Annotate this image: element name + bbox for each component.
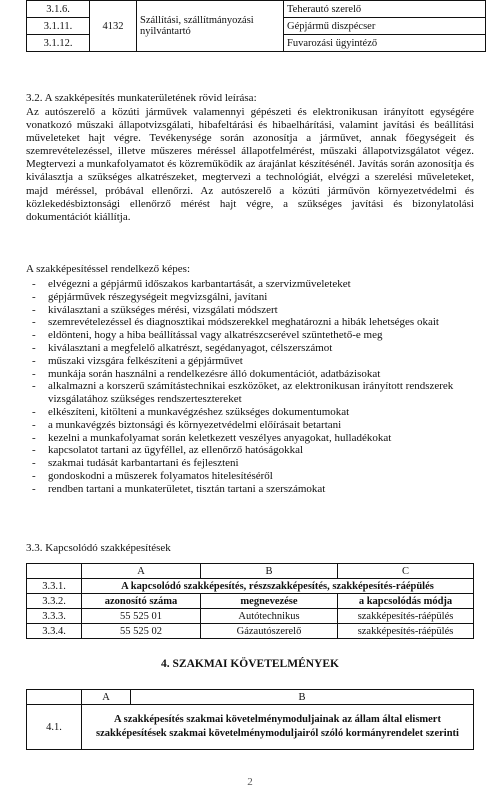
list-item: - a munkavégzés biztonsági és környezetvédelmi előírásait betartani bbox=[26, 419, 478, 432]
list-item: - rendben tartani a munkaterületet, tisztán tartani a szerszámokat bbox=[26, 483, 478, 496]
table-row bbox=[27, 579, 474, 594]
table-row bbox=[27, 564, 474, 579]
list-item: - munkája során használni a rendelkezésre álló dokumentációt, adatbázisokat bbox=[26, 368, 478, 381]
column-letter: B bbox=[201, 564, 338, 579]
qualification-name: Autótechnikus bbox=[201, 609, 338, 624]
column-letter: B bbox=[131, 690, 474, 705]
list-item: - kiválasztani a szükséges mérési, vizsgálati módszert bbox=[26, 304, 478, 317]
corner-cell bbox=[27, 690, 82, 705]
qualification-code: 55 525 02 bbox=[82, 624, 201, 639]
list-item: - eldönteni, hogy a hiba beállítással vagy alkatrészcserével szüntethető-e meg bbox=[26, 329, 478, 342]
related-qualifications-table bbox=[26, 563, 474, 639]
occupation-name: Szállítási, szállítmányozási nyilvántartó bbox=[137, 1, 284, 52]
link-mode: szakképesítés-ráépülés bbox=[338, 624, 474, 639]
capability-list bbox=[26, 278, 478, 496]
job-title: Fuvarozási ügyintéző bbox=[284, 35, 486, 52]
link-mode: szakképesítés-ráépülés bbox=[338, 609, 474, 624]
list-item: - gépjárművek részegységeit megvizsgálni, javítani bbox=[26, 291, 478, 304]
list-item: - műszaki vizsgára felkészíteni a gépjárművet bbox=[26, 355, 478, 368]
row-number: 3.3.1. bbox=[27, 579, 82, 594]
occupation-code: 4132 bbox=[90, 1, 137, 52]
list-item: - alkalmazni a korszerű számítástechnikai eszközöket, az elektronikusan irányított rendszerek vizsgálatához szükséges rendszertesztereket bbox=[26, 380, 478, 406]
table-row bbox=[27, 624, 474, 639]
table-row bbox=[27, 594, 474, 609]
section-4-heading: 4. SZAKMAI KÖVETELMÉNYEK bbox=[161, 658, 339, 670]
column-letter: A bbox=[82, 690, 131, 705]
qualification-name: Gázautószerelő bbox=[201, 624, 338, 639]
list-item: - szakmai tudását karbantartani és fejleszteni bbox=[26, 457, 478, 470]
table-row bbox=[27, 705, 474, 750]
section-3-3-heading: 3.3. Kapcsolódó szakképesítések bbox=[26, 542, 171, 554]
requirements-table bbox=[26, 689, 474, 750]
section-3-2-heading: 3.2. A szakképesítés munkaterületének rövid leírása: bbox=[26, 92, 257, 104]
list-item: - gondoskodni a műszerek folyamatos hitelesítéséről bbox=[26, 470, 478, 483]
header-cell: azonosító száma bbox=[82, 594, 201, 609]
occupation-table bbox=[26, 0, 486, 52]
header-cell: megnevezése bbox=[201, 594, 338, 609]
row-number: 3.3.2. bbox=[27, 594, 82, 609]
corner-cell bbox=[27, 564, 82, 579]
list-item: - kiválasztani a megfelelő alkatrészt, segédanyagot, célszerszámot bbox=[26, 342, 478, 355]
table-row bbox=[27, 690, 474, 705]
row-number: 3.1.6. bbox=[27, 1, 90, 18]
header-cell: a kapcsolódás módja bbox=[338, 594, 474, 609]
list-item: - kapcsolatot tartani az ügyféllel, az ellenőrző hatóságokkal bbox=[26, 444, 478, 457]
list-item: - elvégezni a gépjármű időszakos karbantartását, a szervizműveleteket bbox=[26, 278, 478, 291]
list-item: - szemrevételezéssel és diagnosztikai módszerekkel meghatározni a hibák lehetséges okait bbox=[26, 316, 478, 329]
row-number: 3.1.11. bbox=[27, 18, 90, 35]
row-number: 3.3.4. bbox=[27, 624, 82, 639]
requirement-text: A szakképesítés szakmai követelménymoduljainak az állam által elismert szakképesítések szakmai követelménymoduljairól szóló kormányrendelet szerinti bbox=[82, 705, 474, 750]
page-number: 2 bbox=[247, 776, 253, 788]
table-row bbox=[27, 1, 486, 18]
column-letter: C bbox=[338, 564, 474, 579]
list-item: - elkészíteni, kitölteni a munkavégzéshez szükséges dokumentumokat bbox=[26, 406, 478, 419]
header-cell: A kapcsolódó szakképesítés, részszakképesítés, szakképesítés-ráépülés bbox=[82, 579, 474, 594]
row-number: 3.1.12. bbox=[27, 35, 90, 52]
list-item: - kezelni a munkafolyamat során keletkezett veszélyes anyagokat, hulladékokat bbox=[26, 432, 478, 445]
job-title: Gépjármű diszpécser bbox=[284, 18, 486, 35]
job-title: Teherautó szerelő bbox=[284, 1, 486, 18]
capable-heading: A szakképesítéssel rendelkező képes: bbox=[26, 263, 191, 275]
column-letter: A bbox=[82, 564, 201, 579]
row-number: 4.1. bbox=[27, 705, 82, 750]
qualification-code: 55 525 01 bbox=[82, 609, 201, 624]
row-number: 3.3.3. bbox=[27, 609, 82, 624]
section-3-2-paragraph: Az autószerelő a közúti járművek valamennyi gépészeti és elektronikusan irányított egységére vonatkozó műszaki állapotvizsgálati, hibafeltárási és hibaelhárítási, valamint javítási és beállítási műveleteket hajt végre. Tevékenysége során azonosítja a járművet, annak főegységeit és szemrevételezéssel, illetve műszeres méréssel állapotfelmérést, műszaki állapotvizsgálatot végez. Megtervezi a munkafolyamatot és közreműködik az árajánlat készítésénél. Javítás során azonosítja és kiválasztja a szükséges alkatrészeket, megtervezi a technológiát, elvégzi a szerelési műveleteket, majd méréssel, próbával ellenőrzi. Az autószerelő a közúti járművön környezetvédelmi és közlekedésbiztonsági ellenőrző mérést hajt végre, a szükséges javítási és bizonylatolási dokumentációt kiállítja. bbox=[26, 106, 474, 223]
table-row bbox=[27, 609, 474, 624]
